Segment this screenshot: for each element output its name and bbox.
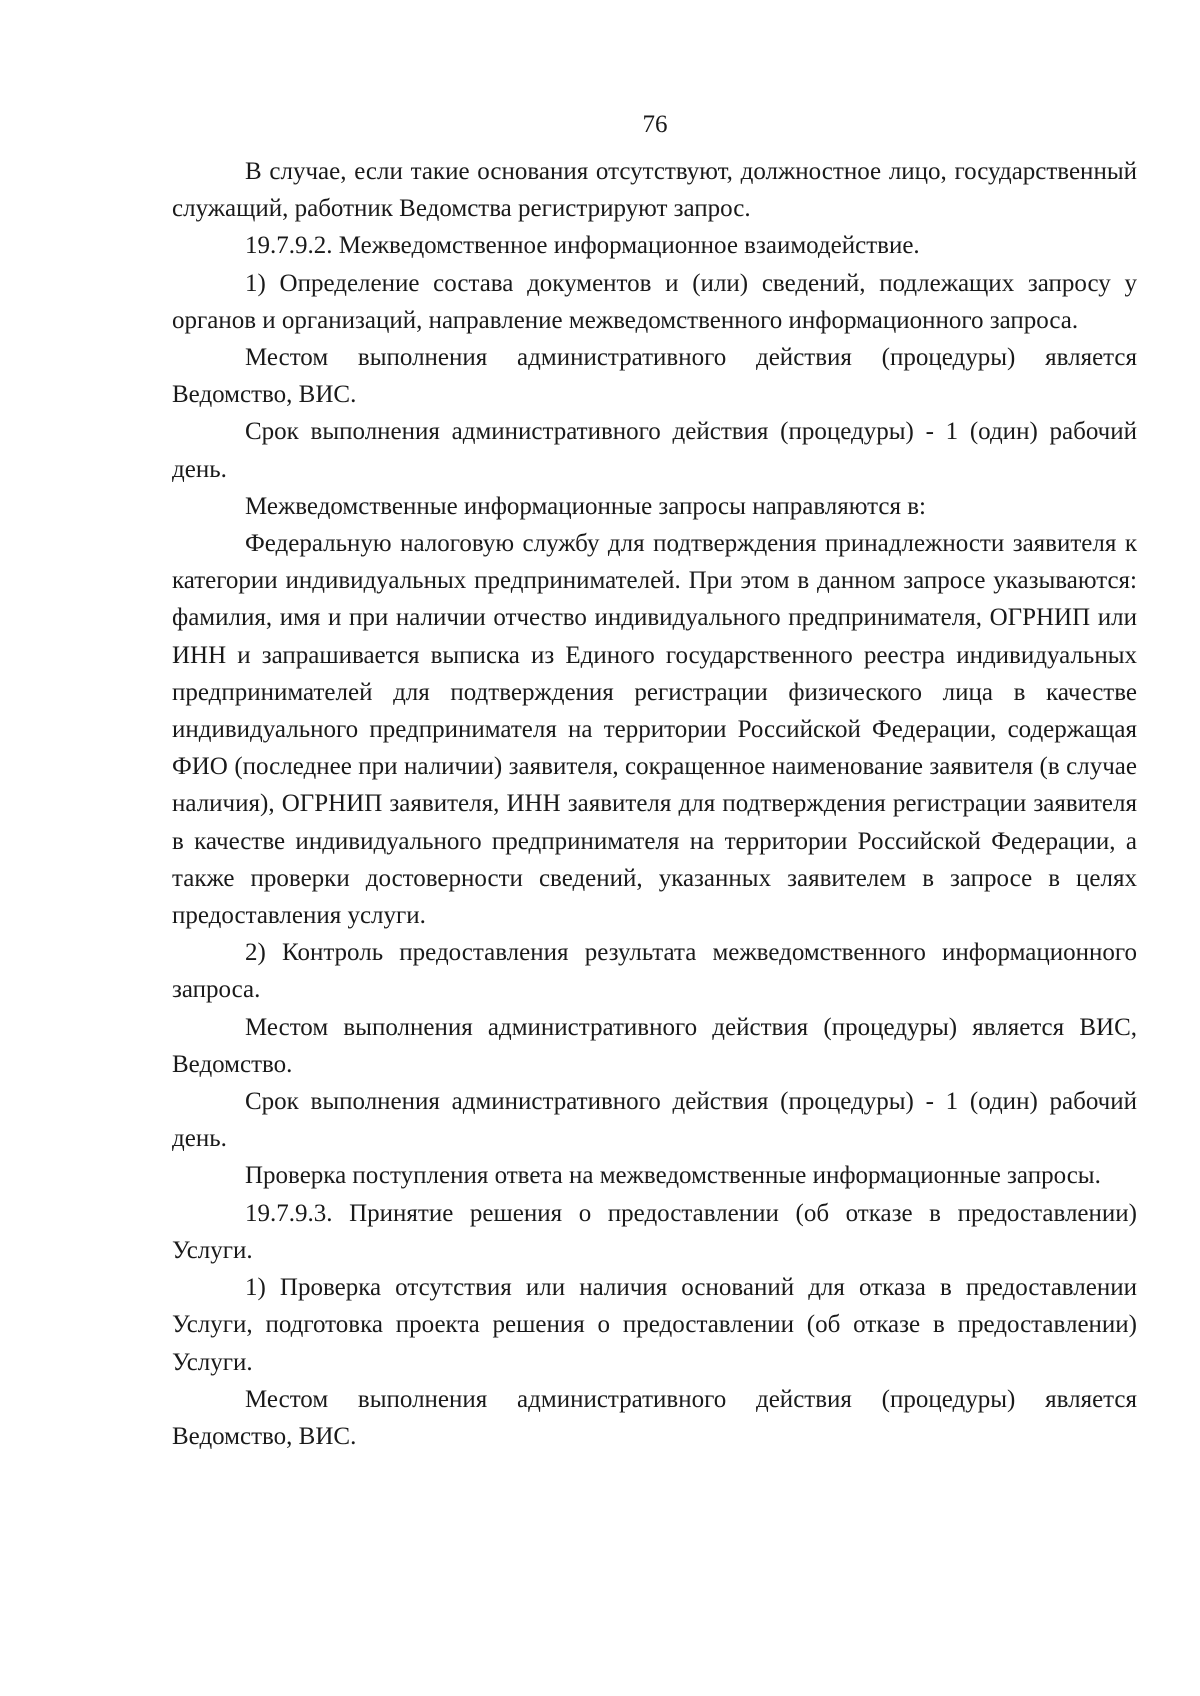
section-heading-19-7-9-2: 19.7.9.2. Межведомственное информационное взаимодействие. xyxy=(245,232,920,260)
paragraph-step-1-check-grounds: 1) Проверка отсутствия или наличия оснований для отказа в предоставлении Услуги, подготовка проекта решения о предоставлении (об отказе в предоставлении) Услуги. xyxy=(172,1274,1137,1376)
paragraph-tax-service-request: Федеральную налоговую службу для подтверждения принадлежности заявителя к категории индивидуальных предпринимателей. При этом в данном запросе указываются: фамилия, имя и при наличии отчество индивидуального предпринимателя, ОГРНИП или ИНН и запрашивается выписка из Единого государственного реестра индивидуальных предпринимателей для подтверждения регистрации физического лица в качестве индивидуального предпринимателя на территории Российской Федерации, содержащая ФИО (последнее при наличии) заявителя, сокращенное наименование заявителя (в случае наличия), ОГРНИП заявителя, ИНН заявителя для подтверждения регистрации заявителя в качестве индивидуального предпринимателя на территории Российской Федерации, а также проверки достоверности сведений, указанных заявителем в запросе в целях предоставления услуги. xyxy=(172,530,1137,930)
section-heading-19-7-9-3: 19.7.9.3. Принятие решения о предоставлении (об отказе в предоставлении) Услуги. xyxy=(172,1199,1137,1264)
paragraph-place-of-execution: Местом выполнения административного действия (процедуры) является ВИС, Ведомство. xyxy=(172,1013,1137,1078)
paragraph-step-1-definition: 1) Определение состава документов и (или) сведений, подлежащих запросу у органов и организаций, направление межведомственного информационного запроса. xyxy=(172,269,1137,334)
paragraph-place-of-execution: Местом выполнения административного действия (процедуры) является Ведомство, ВИС. xyxy=(172,1385,1137,1450)
paragraph-step-2-control: 2) Контроль предоставления результата межведомственного информационного запроса. xyxy=(172,939,1137,1004)
page-number: 76 xyxy=(642,111,668,138)
paragraph-response-check: Проверка поступления ответа на межведомственные информационные запросы. xyxy=(245,1162,1101,1190)
paragraph-requests-sent-to: Межведомственные информационные запросы направляются в: xyxy=(245,492,926,520)
paragraph-place-of-execution: Местом выполнения административного действия (процедуры) является Ведомство, ВИС. xyxy=(172,344,1137,409)
document-body xyxy=(172,153,1137,1455)
paragraph-term-of-execution: Срок выполнения административного действия (процедуры) - 1 (один) рабочий день. xyxy=(172,418,1137,483)
paragraph-registration: В случае, если такие основания отсутствуют, должностное лицо, государственный служащий, работник Ведомства регистрируют запрос. xyxy=(172,158,1137,223)
paragraph-term-of-execution: Срок выполнения административного действия (процедуры) - 1 (один) рабочий день. xyxy=(172,1088,1137,1153)
